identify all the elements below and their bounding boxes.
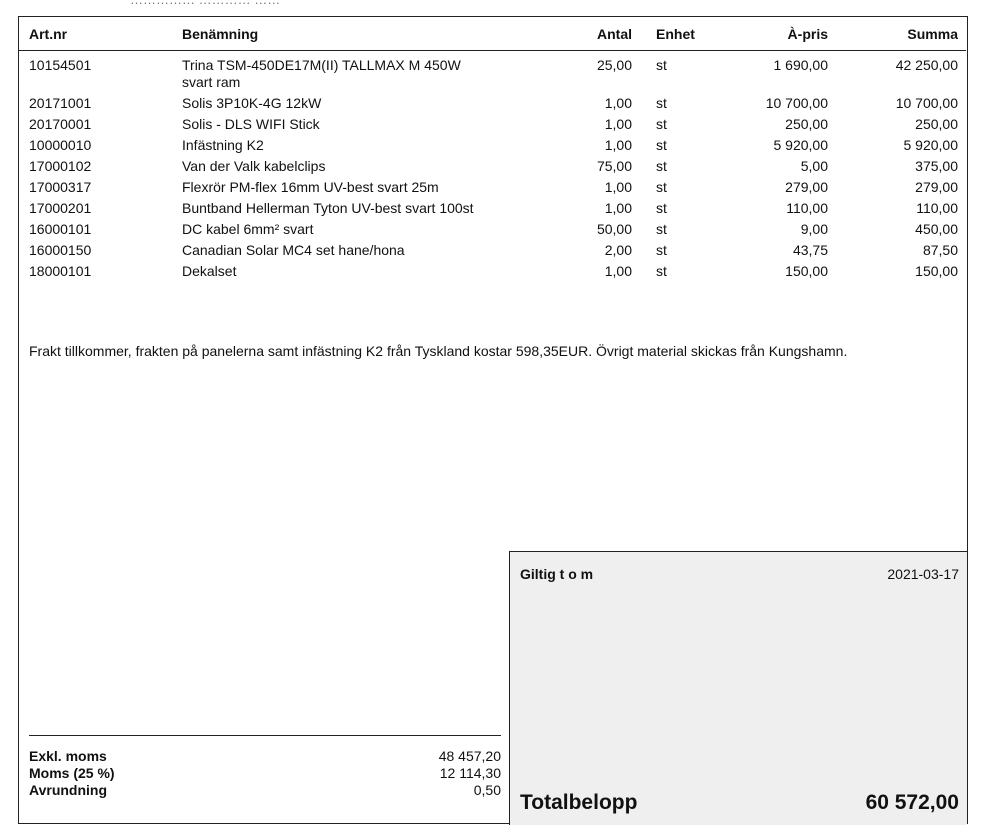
cell-apris: 5 920,00 — [773, 137, 828, 153]
header-antal: Antal — [548, 17, 638, 51]
cell-benamning — [160, 51, 548, 94]
table-row — [19, 156, 966, 177]
items-table — [19, 17, 966, 282]
cell-benamning-line1: Trina TSM-450DE17M(II) TALLMAX M 450W — [182, 57, 461, 73]
table-row — [19, 135, 966, 156]
header-apris: À-pris — [722, 17, 834, 51]
cell-apris: 5,00 — [800, 158, 828, 174]
totals-row-exkl — [29, 748, 501, 765]
cell-antal: 1,00 — [604, 200, 632, 216]
header-benamning: Benämning — [160, 17, 548, 51]
cell-benamning: Dekalset — [182, 263, 237, 279]
cell-art: 20171001 — [29, 95, 92, 111]
cell-apris: 9,00 — [800, 221, 828, 237]
cell-summa: 87,50 — [922, 242, 958, 258]
table-row — [19, 198, 966, 219]
table-row — [19, 261, 966, 282]
cell-benamning: Solis 3P10K-4G 12kW — [182, 95, 322, 111]
cell-antal: 50,00 — [596, 221, 632, 237]
cell-art: 10154501 — [29, 57, 92, 73]
cell-benamning: Flexrör PM-flex 16mm UV-best svart 25m — [182, 179, 439, 195]
cell-benamning-line2: svart ram — [182, 74, 241, 90]
cell-enhet: st — [656, 57, 667, 73]
cell-benamning: DC kabel 6mm² svart — [182, 221, 314, 237]
cell-art: 17000317 — [29, 179, 92, 195]
cell-art: 17000201 — [29, 200, 92, 216]
totals-row-avrundning — [29, 782, 501, 799]
avrundning-value: 0,50 — [473, 782, 501, 798]
cell-art: 16000150 — [29, 242, 92, 258]
exkl-moms-value: 48 457,20 — [438, 748, 501, 764]
cell-antal: 1,00 — [604, 263, 632, 279]
cell-benamning: Infästning K2 — [182, 137, 264, 153]
header-art: Art.nr — [19, 17, 160, 51]
cell-antal: 2,00 — [604, 242, 632, 258]
cell-art: 17000102 — [29, 158, 92, 174]
cell-antal: 1,00 — [604, 179, 632, 195]
cell-apris: 10 700,00 — [765, 95, 828, 111]
shipping-note: Frakt tillkommer, frakten på panelerna samt infästning K2 från Tyskland kostar 598,35EUR. Övrigt material skickas från Kungshamn. — [29, 343, 848, 359]
cell-apris: 250,00 — [785, 116, 828, 132]
totals-block — [29, 735, 501, 799]
validity-total-box — [509, 551, 967, 825]
cell-enhet: st — [656, 95, 667, 111]
cell-enhet: st — [656, 158, 667, 174]
cell-antal: 1,00 — [604, 137, 632, 153]
cell-apris: 279,00 — [785, 179, 828, 195]
header-enhet: Enhet — [638, 17, 722, 51]
table-row — [19, 93, 966, 114]
cell-benamning: Buntband Hellerman Tyton UV-best svart 100st — [182, 200, 474, 216]
cell-summa: 279,00 — [915, 179, 958, 195]
moms-value: 12 114,30 — [439, 765, 501, 781]
cell-art: 10000010 — [29, 137, 92, 153]
table-row — [19, 51, 966, 94]
cell-apris: 150,00 — [785, 263, 828, 279]
table-row — [19, 114, 966, 135]
cell-benamning: Van der Valk kabelclips — [182, 158, 326, 174]
cell-enhet: st — [656, 200, 667, 216]
table-row — [19, 240, 966, 261]
cell-enhet: st — [656, 242, 667, 258]
cell-summa: 10 700,00 — [895, 95, 958, 111]
giltig-date: 2021-03-17 — [887, 566, 959, 582]
cell-summa: 450,00 — [915, 221, 958, 237]
cell-summa: 150,00 — [915, 263, 958, 279]
header-summa: Summa — [834, 17, 966, 51]
table-row — [19, 177, 966, 198]
cell-apris: 43,75 — [792, 242, 828, 258]
cell-art: 16000101 — [29, 221, 92, 237]
cell-enhet: st — [656, 137, 667, 153]
cell-enhet: st — [656, 179, 667, 195]
totals-row-moms — [29, 765, 501, 782]
cell-enhet: st — [656, 221, 667, 237]
offer-frame — [18, 16, 968, 824]
table-row — [19, 219, 966, 240]
exkl-moms-label: Exkl. moms — [29, 748, 107, 764]
cell-antal: 1,00 — [604, 116, 632, 132]
cell-apris: 110,00 — [786, 200, 828, 216]
cell-apris: 1 690,00 — [773, 57, 828, 73]
cell-art: 20170001 — [29, 116, 92, 132]
cell-summa: 375,00 — [915, 158, 958, 174]
cell-enhet: st — [656, 116, 667, 132]
giltig-label: Giltig t o m — [520, 566, 594, 582]
table-header-row — [19, 17, 966, 51]
cell-antal: 75,00 — [596, 158, 632, 174]
cell-summa: 250,00 — [915, 116, 958, 132]
cell-enhet: st — [656, 263, 667, 279]
cell-benamning: Solis - DLS WIFI Stick — [182, 116, 320, 132]
moms-label: Moms (25 %) — [29, 765, 115, 781]
cell-benamning: Canadian Solar MC4 set hane/hona — [182, 242, 405, 258]
cell-summa: 5 920,00 — [903, 137, 958, 153]
cell-summa: 110,00 — [916, 200, 958, 216]
avrundning-label: Avrundning — [29, 782, 108, 798]
cell-antal: 25,00 — [596, 57, 632, 73]
top-cut-text — [130, 0, 430, 6]
totalbelopp-value: 60 572,00 — [865, 791, 959, 814]
cell-summa: 42 250,00 — [895, 57, 958, 73]
totalbelopp-label: Totalbelopp — [520, 791, 638, 814]
cell-art: 18000101 — [29, 263, 92, 279]
cell-antal: 1,00 — [604, 95, 632, 111]
